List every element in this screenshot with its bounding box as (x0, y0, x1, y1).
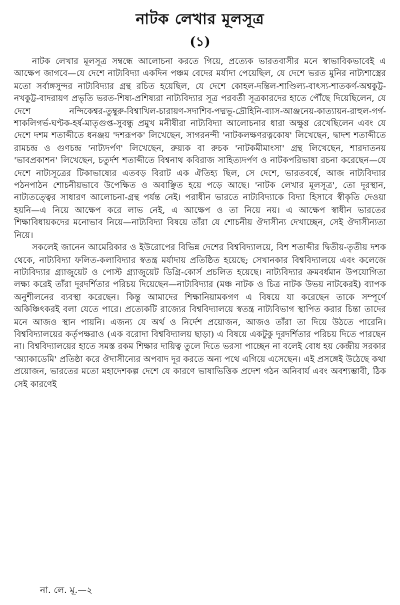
page-title: নাটক লেখার মূলসূত্র (135, 10, 265, 28)
footer-signature: না. লে. মূ.—২ (40, 586, 93, 596)
body-text (14, 56, 386, 391)
paragraph-2: সকলেই জানেন আমেরিকার ও ইউরোপের বিভিন্ন দেশের বিশ্ববিদ্যালয়ে, বিশ শতাব্দীর দ্বিতীয়-তৃতীয় দশক থেকে, নাট্যবিদ্যা ফলিত-কলাবিদ্যার স্বতন্ত্র মর্যাদায় প্রতিষ্ঠিত হয়েছে; সেখানকার বিশ্ববিদ্যালয়ে এবং কলেজে নাট্যবিদ্যার গ্র্যাজুয়েট ও পোস্ট গ্র্যাজুয়েট ডিগ্রি-কোর্স প্রচলিত হয়েছে। নাট্যবিদ্যার ক্রমবর্ধমান উপযোগিতা লক্ষ্য করেই তাঁরা দূরদর্শিতার পরিচয় দিয়েছেন—নাট্যবিদ্যার (মঞ্চ নাটক ও চিত্র নাটক উভয় নাটকেরই) ব্যাপক অনুশীলনের ব্যবস্থা করেছেন। কিন্তু আমাদের শিক্ষানিয়ামকগণ এ বিষয়ে যা করেছেন তাকে সম্পূর্ণে অকিঞ্চিৎকরই বলা যেতে পারে। প্রত্যেকটি রাজ্যের বিশ্ববিদ্যালয়ে স্বতন্ত্র নাট্যবিভাগ স্থাপিত করার চিন্তা তাদের মনে আজও স্থান পায়নি। এজন্য যে অর্থ ও নির্দেশ প্রয়োজন, আজও তাঁরা তা দিয়ে উঠতে পারেনি। বিশ্ববিদ্যালয়ের কর্তৃপক্ষরাও (এক বরোদা বিশ্ববিদ্যালয় ছাড়া) এ বিষয়ে একটুকু দূরদর্শিতার পরিচয় দিতে পারছেন না। বিশ্ববিদ্যালয়ের হাতে সমস্ত রকম শিক্ষার দায়িত্ব তুলে দিতে ভরসা পাচ্ছেন না বলেই বোধ হয় কেন্দ্রীয় সরকার 'অ্যাকাডেমি' প্রতিষ্ঠা করে ঔদাসীন্যের অপবাদ দূর করতে অন্য পথে এগিয়ে এসেছেন। এই প্রসঙ্গেই উঠেছে কথা প্রয়োজন, ভারতের মতো মহাদেশকল্প দেশে যে কারণে ভাষাভিত্তিক প্রদেশ গঠন অনিবার্য এবং অবশ্যম্ভাবী, ঠিক সেই কারণেই (14, 243, 386, 390)
paragraph-1: নাটক লেখার মূলসূত্র সম্বন্ধে আলোচনা করতে গিয়ে, প্রত্যেক ভারতবাসীর মনে স্বাভাবিকভাবেই এ আক্ষেপ জাগবে—যে দেশে নাট্যবিদ্যা একদিন পঞ্চম বেদের মর্যাদা পেয়েছিল, যে দেশে ভরত মুনির নাট্যশাস্ত্রের মতো সর্বাঙ্গসুন্দর নাট্যবিদ্যার গ্রন্থ রচিত হয়েছিল, যে দেশে কোহল-দন্তিল-শাণ্ডিল্য-বাৎস্য-শাতকর্ণ-অশ্বকুট্ট-নখকুট্ট-বাদরায়ণ প্রভৃতি ভরত-শিষ্য-প্রশিষ্যরা নাট্যবিদ্যার সূত্র পরবর্তী সূত্রকারদের হাতে পৌঁছে দিয়েছিলেন, যে দেশে নন্দিকেশ্বর-তুম্বুরু-বিশ্বাখিল-চারায়ণ-সদাশিব-পদ্মভূ-দ্রৌহিনি-ব্যাস-আঞ্জনেয়-কাত্যায়ন-রাহুল-গর্গ-শাকলিগর্ভ-ঘণ্টক-হর্ষ-মাতৃগুপ্ত-সুবন্ধু প্রমুখ মনীষীরা নাট্যবিদ্যা আলোচনার ধারা অক্ষুণ্ণ রেখেছিলেন এবং যে দেশে দশম শতাব্দীতে ধনঞ্জয় 'দশরূপক' লিখেছেন, সাগরনন্দী 'নাটকলক্ষণরত্নকোষ' লিখেছেন, দ্বাদশ শতাব্দীতে রামচন্দ্র ও গুণচন্দ্র 'নাট্যদর্পণ' লিখেছেন, রুয়্যক বা রুচক 'নাটকমীমাংসা' গ্রন্থ লিখেছেন, শারদাতনয় 'ভাবপ্রকাশন' লিখেছেন, চতুর্দশ শতাব্দীতে বিশ্বনাথ কবিরাজ সাহিত্যদর্পণ ও নাটকপরিভাষা রচনা করেছেন—যে দেশে নাট্যসূত্রের টিকাভাষ্যের এতবড় বিরাট এক ঐতিহ্য ছিল, সে দেশে, ভারতবর্ষে, আজ নাট্যবিদ্যার পঠনপাঠন শোচনীয়ভাবে উপেক্ষিত ও অবাঞ্ছিত হয়ে পড়ে আছে। 'নাটক লেখার মূলসূত্র', তো দূরস্থান, নাট্যতত্ত্বের সাধারণ আলোচনা-গ্রন্থ পর্যন্ত নেই। পরাধীন ভারতে নাট্যবিদ্যাকে বিদ্যা হিসাবে স্বীকৃতি দেওয়া হয়নি—এ নিয়ে আক্ষেপ করে লাভ নেই, এ আক্ষেপ ও তা নিয়ে নয়। এ আক্ষেপ স্বাধীন ভারতের শিক্ষাবিধায়কদের মনোভাব নিয়ে—নাট্যবিদ্যা বিষয়ে তাঁরা যে শোচনীয় ঔদাসীন্য দেখাচ্ছেন, সেই ঔদাসীন্যতা নিয়ে। (14, 57, 386, 241)
chapter-number: (১) (189, 35, 211, 50)
